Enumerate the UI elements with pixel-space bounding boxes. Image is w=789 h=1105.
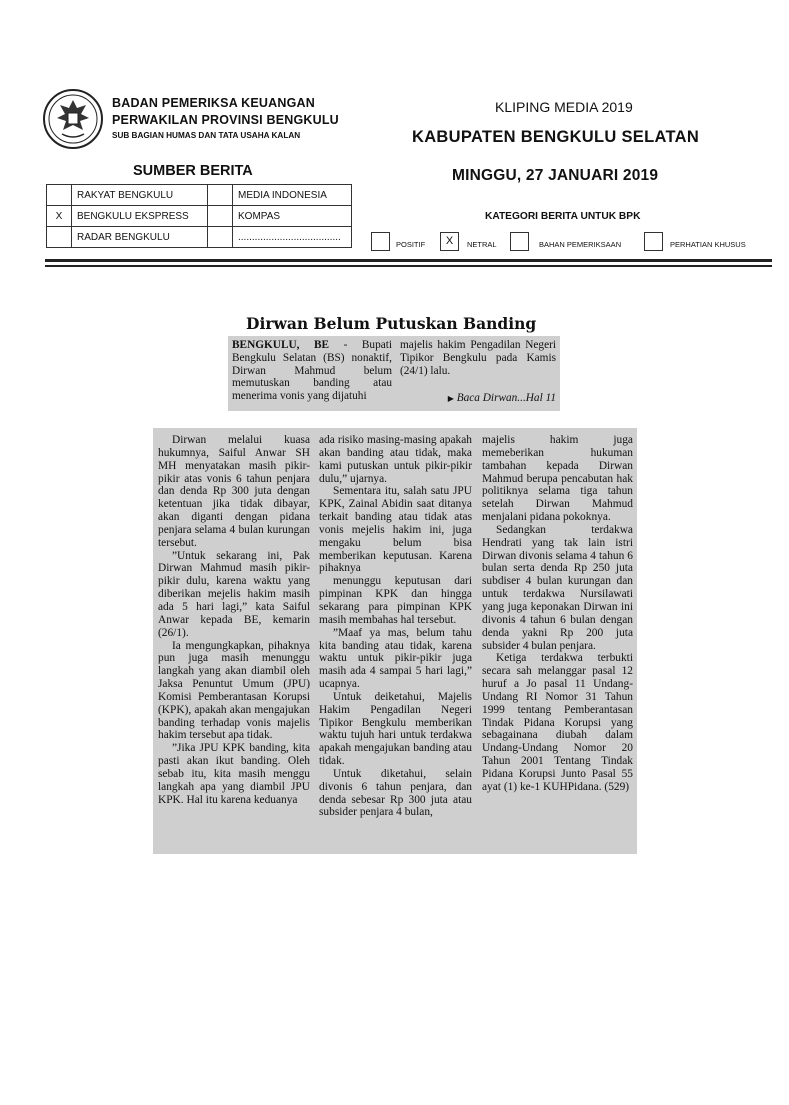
- source-mark[interactable]: X: [47, 206, 72, 227]
- lead-column-2: [400, 339, 556, 406]
- category-checkbox[interactable]: [644, 232, 663, 251]
- source-name: BENGKULU EKSPRESS: [72, 206, 208, 227]
- source-name: RADAR BENGKULU: [72, 227, 208, 248]
- lead-text: - Bupati Bengkulu Selatan (BS) nonaktif, Dirwan Mahmud belum memutuskan banding atau menerima vonis yang dijatuhi: [232, 339, 393, 403]
- article-column-1: [158, 434, 310, 806]
- source-name: .....................................: [233, 227, 352, 248]
- play-arrow-icon: ▶: [447, 394, 454, 404]
- paragraph: ada risiko masing-masing apakah akan banding atau tidak, maka kami putuskan untuk pikir-pikir dulu,” ujarnya.: [319, 434, 472, 485]
- paragraph: Dirwan melalui kuasa hukumnya, Saiful Anwar SH MH menyatakan masih pikir-pikir atas vonis 6 tahun penjara dan denda Rp 300 juta dengan ketentuan jika tidak dibayar, akan diganti dengan pidana penjara selama 4 bulan kurungan tersebut.: [158, 434, 310, 549]
- paragraph: Sedangkan terdakwa Hendrati yang tak lain istri Dirwan divonis selama 4 tahun 6 bulan serta denda Rp 250 juta subdiser 4 bulan kurungan dan untuk terdakwa Nursilawati yang juga keponakan Dirwan ini divonis 4 tahun 6 bulan dengan denda yakni Rp 200 juta subsider 4 bulan penjara.: [482, 523, 633, 652]
- paragraph: ”Maaf ya mas, belum tahu kita banding atau tidak, karena waktu untuk pikir-pikir juga masih ada 4 sampai 5 hari lagi,” ucapnya.: [319, 626, 472, 691]
- table-row: [47, 206, 352, 227]
- article-column-2: [319, 434, 472, 819]
- paragraph: ”Untuk sekarang ini, Pak Dirwan Mahmud masih pikir-pikir dulu, karena waktu yang diberikan mejelis hakim masih ada 5 hari lagi,” kata Saiful Anwar kepada BE, kemarin (26/1).: [158, 549, 310, 639]
- lead-text: majelis hakim Pengadilan Negeri Tipikor Bengkulu pada Kamis (24/1) lalu.: [400, 339, 556, 377]
- article-column-3: [482, 434, 633, 794]
- table-row: [47, 185, 352, 206]
- lead-column-1: [232, 339, 392, 403]
- source-name: MEDIA INDONESIA: [233, 185, 352, 206]
- category-label: POSITIF: [396, 240, 426, 249]
- sources-title: SUMBER BERITA: [133, 163, 253, 179]
- paragraph: Sementara itu, salah satu JPU KPK, Zainal Abidin saat ditanya terkait banding atau tidak atas vonis mejelis hakim ini, juga mengaku belum bisa memberikan keputusan. Karena pihaknya: [319, 485, 472, 575]
- region-title: KABUPATEN BENGKULU SELATAN: [412, 128, 700, 146]
- divider: [45, 265, 772, 267]
- org-division: PERWAKILAN PROVINSI BENGKULU: [112, 113, 339, 127]
- paragraph: Untuk deiketahui, Majelis Hakim Pengadilan Negeri Tipikor Bengkulu memberikan waktu tujuh hari untuk terdakwa apakah mengajukan banding atau tidak.: [319, 690, 472, 768]
- table-row: [47, 227, 352, 248]
- continuation-note: [400, 392, 556, 406]
- category-title: KATEGORI BERITA UNTUK BPK: [485, 211, 641, 222]
- source-mark[interactable]: [47, 227, 72, 248]
- dateline: BENGKULU, BE: [232, 339, 330, 351]
- category-label: PERHATIAN KHUSUS: [670, 240, 746, 249]
- paragraph: majelis hakim juga memeberikan hukuman tambahan kepada Dirwan Mahmud berupa pencabutan hak politiknya selama tiga tahun setelah Dirwan Mahmud menjalani pidana pokoknya.: [482, 434, 633, 524]
- article-headline: Dirwan Belum Putuskan Banding: [246, 314, 537, 333]
- paragraph: menunggu keputusan dari pimpinan KPK dan hingga sekarang para pimpinan KPK masih membahas hal tersebut.: [319, 575, 472, 626]
- kliping-title: KLIPING MEDIA 2019: [495, 99, 633, 115]
- category-checkbox[interactable]: [510, 232, 529, 251]
- category-label: BAHAN PEMERIKSAAN: [539, 240, 622, 249]
- source-mark[interactable]: [208, 206, 233, 227]
- bpk-emblem-icon: [42, 88, 104, 150]
- article-body: [153, 428, 637, 854]
- clip-date: MINGGU, 27 JANUARI 2019: [452, 167, 659, 184]
- org-subdivision: SUB BAGIAN HUMAS DAN TATA USAHA KALAN: [112, 131, 301, 140]
- source-mark[interactable]: [208, 185, 233, 206]
- category-checkbox[interactable]: X: [440, 232, 459, 251]
- org-name: BADAN PEMERIKSA KEUANGAN: [112, 96, 315, 110]
- source-mark[interactable]: [47, 185, 72, 206]
- divider: [45, 259, 772, 262]
- paragraph: ”Jika JPU KPK banding, kita pasti akan ikut banding. Oleh sebab itu, kita masih menggu langkah apa yang diambil JPU KPK. Hal itu karena keduanya: [158, 742, 310, 806]
- category-label: NETRAL: [467, 240, 497, 249]
- category-checkbox[interactable]: [371, 232, 390, 251]
- source-name: KOMPAS: [233, 206, 352, 227]
- baca-link[interactable]: Baca Dirwan...Hal 11: [456, 392, 556, 405]
- sources-table: [46, 184, 352, 248]
- source-name: RAKYAT BENGKULU: [72, 185, 208, 206]
- paragraph: Untuk diketahui, selain divonis 6 tahun penjara, dan denda sebesar Rp 300 juta atau subsider penjara 4 bulan,: [319, 767, 472, 819]
- source-mark[interactable]: [208, 227, 233, 248]
- article-lead: [228, 336, 560, 411]
- paragraph: Ia mengungkapkan, pihaknya pun juga masih menunggu langkah yang akan diambil oleh Jaksa Penuntut Umum (JPU) Komisi Pemberantasan Korupsi (KPK), apakah akan mengajukan banding terhadap vonis majelis hakim tersebut apa tidak.: [158, 639, 310, 742]
- paragraph: Ketiga terdakwa terbukti secara sah melanggar pasal 12 huruf a Jo pasal 11 Undang-Undang RI Nomor 31 Tahun 1999 tentang Pemberantasan Tindak Pidana Korupsi yang sebagainana diubah dalam Undang-Undang Nomor 20 Tahun 2001 Tentang Tindak Pidana Korupsi Junto Pasal 55 ayat (1) ke-1 KUHPidana. (529): [482, 652, 633, 793]
